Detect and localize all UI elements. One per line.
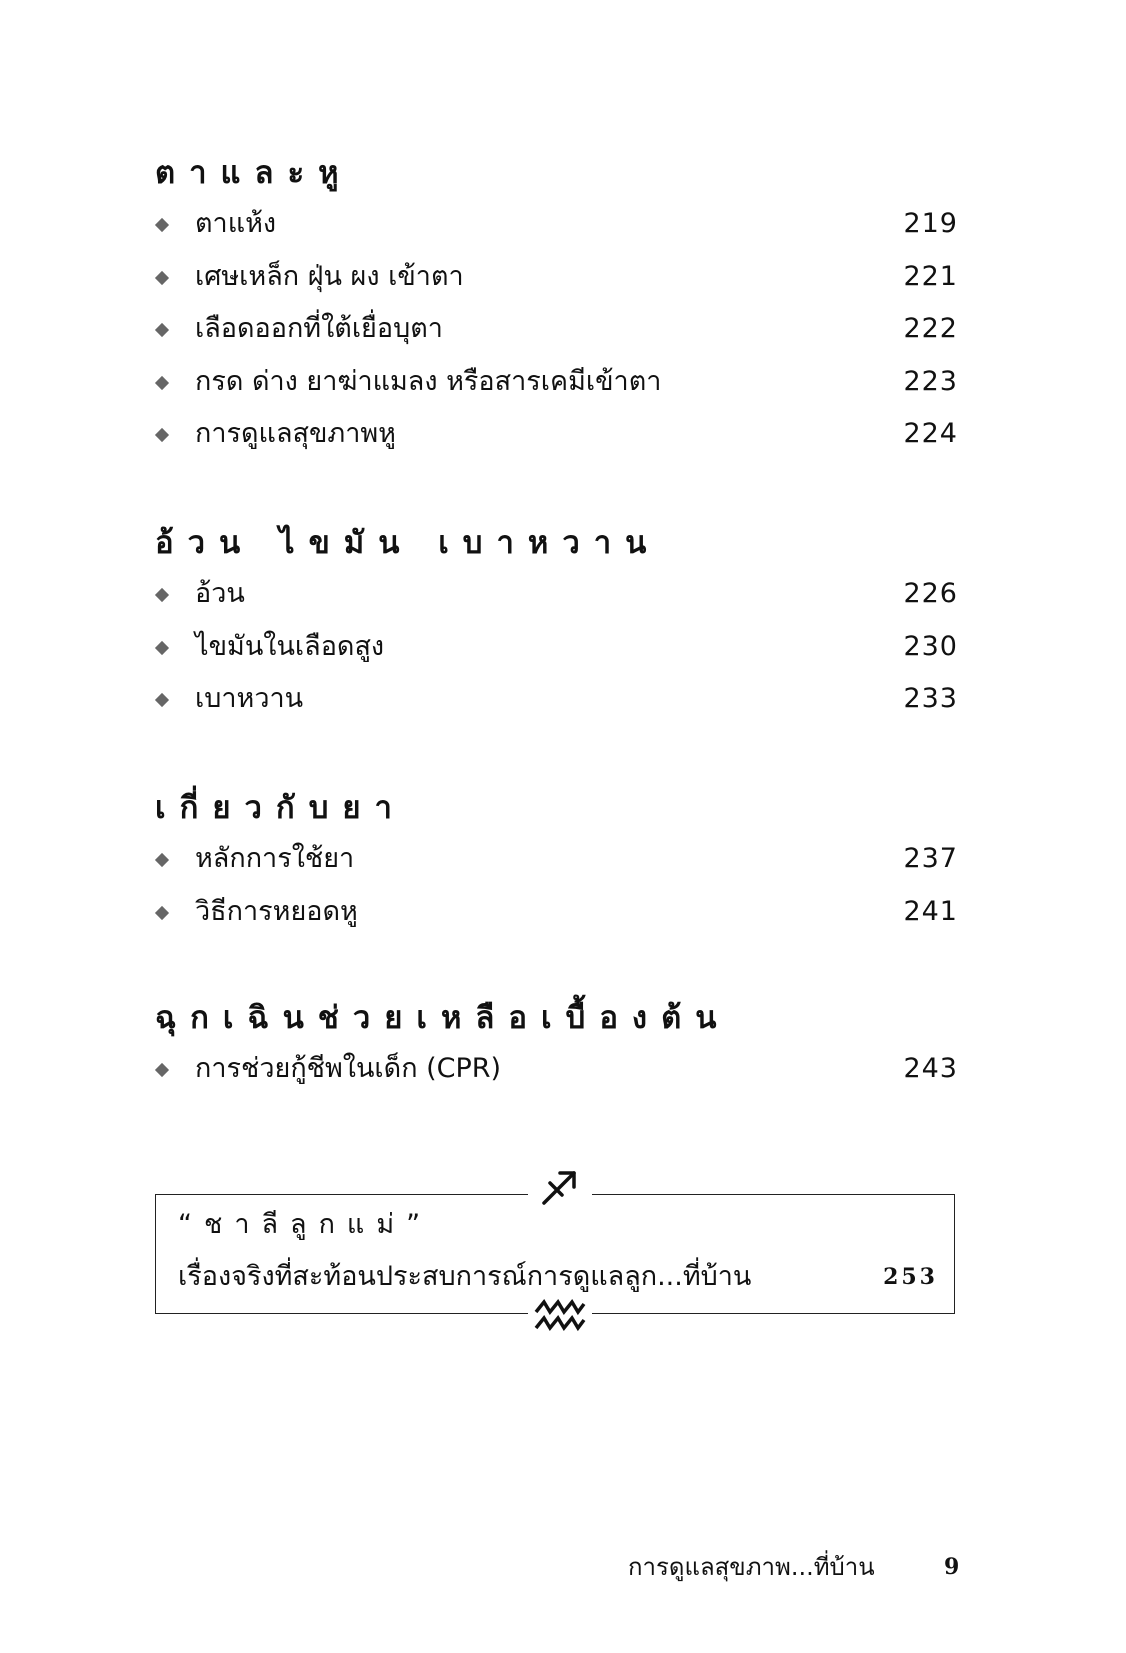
diamond-bullet-icon <box>155 588 169 602</box>
toc-entry-page: 237 <box>903 843 958 874</box>
diamond-bullet-icon <box>155 693 169 707</box>
aquarius-icon <box>528 1296 592 1338</box>
toc-section-first-aid <box>155 993 958 1096</box>
toc-entry[interactable] <box>155 198 958 251</box>
appendix-page: 253 <box>883 1264 938 1290</box>
toc-entry-page: 226 <box>903 578 958 609</box>
toc-entry-label: เลือดออกที่ใต้เยื่อบุตา <box>195 313 443 344</box>
toc-entry-label: วิธีการหยอดหู <box>195 895 358 927</box>
section-title: ฉุกเฉินช่วยเหลือเบื้องต้น <box>155 1000 731 1036</box>
toc-entry[interactable] <box>155 621 958 674</box>
footer-page-number: 9 <box>944 1554 960 1580</box>
appendix-title: “ชาลีลูกแม่” <box>178 1209 433 1240</box>
toc-entry-label: กรด ด่าง ยาฆ่าแมลง หรือสารเคมีเข้าตา <box>195 365 662 397</box>
toc-entry-page: 222 <box>903 313 958 344</box>
diamond-bullet-icon <box>155 375 169 389</box>
toc-entry-page: 241 <box>903 895 958 927</box>
diamond-bullet-icon <box>155 1063 169 1077</box>
footer-book-title: การดูแลสุขภาพ...ที่บ้าน <box>628 1553 875 1581</box>
section-title: ตาและหู <box>155 155 353 191</box>
sagittarius-icon <box>528 1163 592 1211</box>
toc-entry[interactable] <box>155 303 958 356</box>
diamond-bullet-icon <box>155 270 169 284</box>
diamond-bullet-icon <box>155 428 169 442</box>
toc-section-obesity-diabetes <box>155 518 958 726</box>
toc-entry-label: การดูแลสุขภาพหู <box>195 418 396 449</box>
toc-entry-page: 219 <box>903 208 958 239</box>
toc-entry[interactable] <box>155 673 958 726</box>
toc-entry-page: 243 <box>903 1053 958 1084</box>
section-title: อ้วน ไขมัน เบาหวาน <box>155 525 661 561</box>
toc-entry[interactable] <box>155 408 958 461</box>
diamond-bullet-icon <box>155 218 169 232</box>
toc-entry-page: 221 <box>903 260 958 292</box>
toc-entry[interactable] <box>155 833 958 886</box>
toc-entry-label: เศษเหล็ก ฝุ่น ผง เข้าตา <box>195 260 464 292</box>
appendix-text[interactable]: เรื่องจริงที่สะท้อนประสบการณ์การดูแลลูก...ที่บ้าน <box>178 1261 752 1292</box>
toc-entry[interactable] <box>155 251 958 304</box>
toc-entry[interactable] <box>155 1043 958 1096</box>
toc-entry-label: อ้วน <box>195 578 245 609</box>
section-title: เกี่ยวกับยา <box>155 790 406 826</box>
diamond-bullet-icon <box>155 905 169 919</box>
toc-entry[interactable] <box>155 886 958 939</box>
diamond-bullet-icon <box>155 640 169 654</box>
toc-section-medicine <box>155 783 958 938</box>
toc-entry-page: 230 <box>903 630 958 662</box>
toc-entry[interactable] <box>155 356 958 409</box>
toc-entry-label: หลักการใช้ยา <box>195 843 355 874</box>
toc-entry-label: ตาแห้ง <box>195 208 277 239</box>
diamond-bullet-icon <box>155 323 169 337</box>
toc-entry-label: การช่วยกู้ชีพในเด็ก (CPR) <box>195 1053 502 1084</box>
toc-entry-label: เบาหวาน <box>195 683 304 714</box>
diamond-bullet-icon <box>155 853 169 867</box>
toc-entry-page: 233 <box>903 683 958 714</box>
toc-section-eyes-ears <box>155 148 958 461</box>
toc-entry-page: 224 <box>903 418 958 449</box>
toc-entry-label: ไขมันในเลือดสูง <box>195 630 385 662</box>
toc-entry[interactable] <box>155 568 958 621</box>
toc-entry-page: 223 <box>903 365 958 397</box>
